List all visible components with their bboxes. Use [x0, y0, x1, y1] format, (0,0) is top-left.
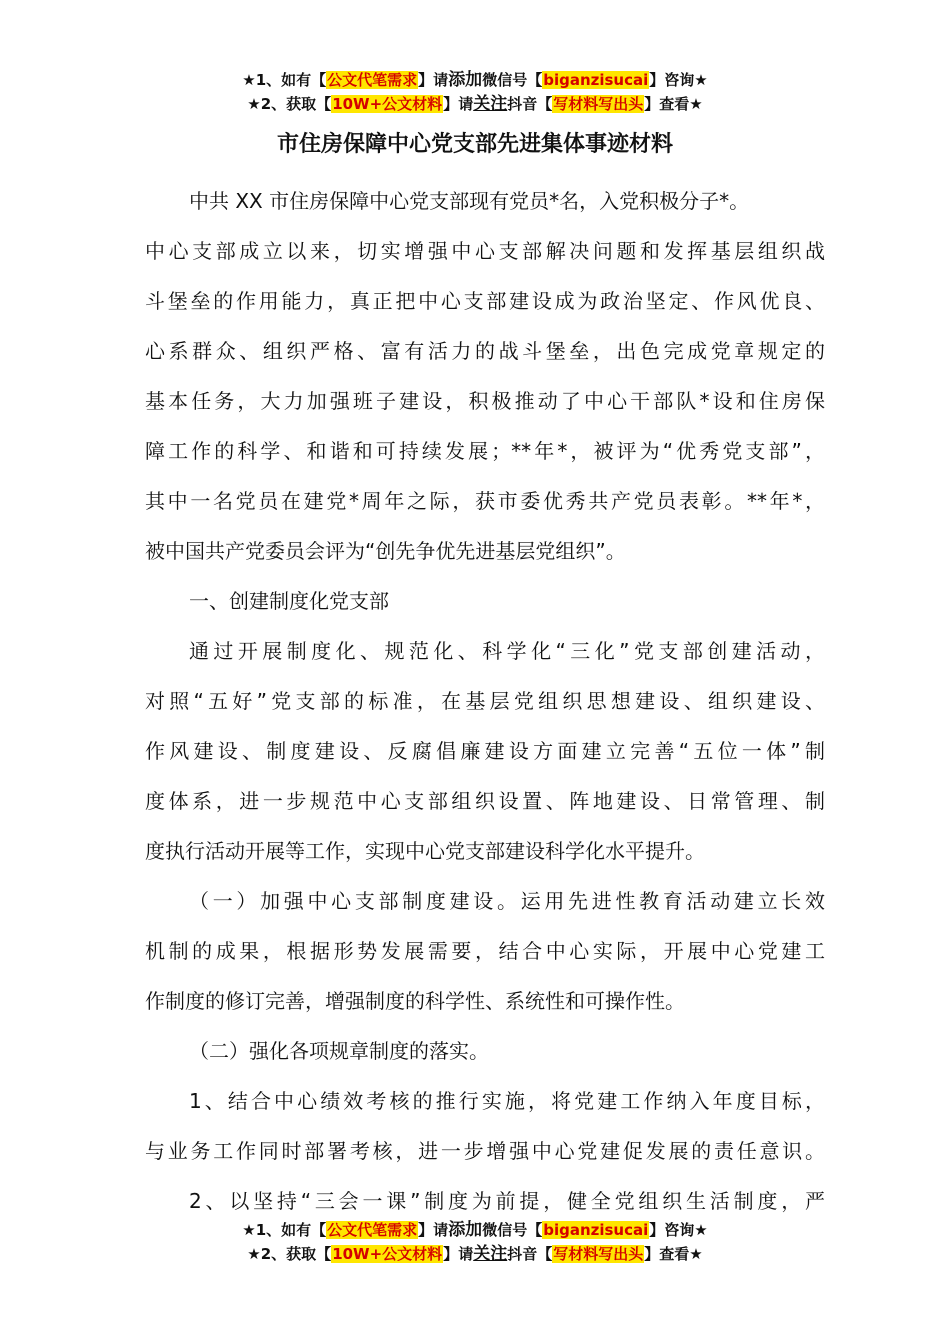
- bottom-banner: [0, 1218, 950, 1266]
- banner-line-1: ★1、如有【公文代笔需求】请添加微信号【biganzisucai】咨询★: [242, 70, 708, 90]
- body-line: 作风建设、制度建设、反腐倡廉建设方面建立完善“五位一体”制: [145, 739, 825, 763]
- document-title: 市住房保障中心党支部先进集体事迹材料: [276, 132, 673, 157]
- highlight-service: 公文代笔需求: [327, 1221, 418, 1239]
- highlight-service: 公文代笔需求: [327, 71, 418, 89]
- banner-line-2: ★2、获取【10W+公文材料】请关注抖音【写材料写出头】查看★: [247, 1244, 703, 1264]
- highlight-douyin: 写材料写出头: [553, 1245, 644, 1263]
- body-line: 对照“五好”党支部的标准，在基层党组织思想建设、组织建设、: [145, 689, 825, 713]
- body-line: 度体系，进一步规范中心支部组织设置、阵地建设、日常管理、制: [145, 789, 825, 813]
- body-line: 1、结合中心绩效考核的推行实施，将党建工作纳入年度目标，: [189, 1089, 825, 1113]
- body-line: 中共 XX 市住房保障中心党支部现有党员*名，入党积极分子*。: [189, 189, 750, 213]
- banner-line-2: ★2、获取【10W+公文材料】请关注抖音【写材料写出头】查看★: [247, 94, 703, 114]
- highlight-materials: 10W+公文材料: [332, 1245, 443, 1263]
- banner-line-1: ★1、如有【公文代笔需求】请添加微信号【biganzisucai】咨询★: [242, 1220, 708, 1240]
- body-line: 障工作的科学、和谐和可持续发展；**年*，被评为“优秀党支部”，: [145, 439, 825, 463]
- body-line: 通过开展制度化、规范化、科学化“三化”党支部创建活动，: [189, 639, 825, 663]
- highlight-materials: 10W+公文材料: [332, 95, 443, 113]
- subsection-heading: （二）强化各项规章制度的落实。: [189, 1039, 489, 1063]
- body-line: 机制的成果，根据形势发展需要，结合中心实际，开展中心党建工: [145, 939, 825, 963]
- body-line: 度执行活动开展等工作，实现中心党支部建设科学化水平提升。: [145, 839, 705, 863]
- body-line: 与业务工作同时部署考核，进一步增强中心党建促发展的责任意识。: [145, 1139, 825, 1163]
- body-line: （一）加强中心支部制度建设。运用先进性教育活动建立长效: [189, 889, 825, 913]
- highlight-wechat-id: biganzisucai: [543, 1221, 649, 1239]
- body-line: 中心支部成立以来，切实增强中心支部解决问题和发挥基层组织战: [145, 239, 825, 263]
- body-line: 其中一名党员在建党*周年之际，获市委优秀共产党员表彰。**年*，: [145, 489, 825, 513]
- body-line: 作制度的修订完善，增强制度的科学性、系统性和可操作性。: [145, 989, 685, 1013]
- body-line: 2、以坚持“三会一课”制度为前提，健全党组织生活制度，严: [189, 1189, 825, 1213]
- top-banner: [0, 68, 950, 116]
- body-line: 心系群众、组织严格、富有活力的战斗堡垒，出色完成党章规定的: [145, 339, 825, 363]
- document-body: [145, 176, 825, 1226]
- highlight-douyin: 写材料写出头: [553, 95, 644, 113]
- body-line: 被中国共产党委员会评为“创先争优先进基层党组织”。: [145, 539, 626, 563]
- body-line: 基本任务，大力加强班子建设，积极推动了中心干部队*设和住房保: [145, 389, 825, 413]
- body-line: 斗堡垒的作用能力，真正把中心支部建设成为政治坚定、作风优良、: [145, 289, 825, 313]
- section-heading: 一、创建制度化党支部: [189, 589, 389, 613]
- highlight-wechat-id: biganzisucai: [543, 71, 649, 89]
